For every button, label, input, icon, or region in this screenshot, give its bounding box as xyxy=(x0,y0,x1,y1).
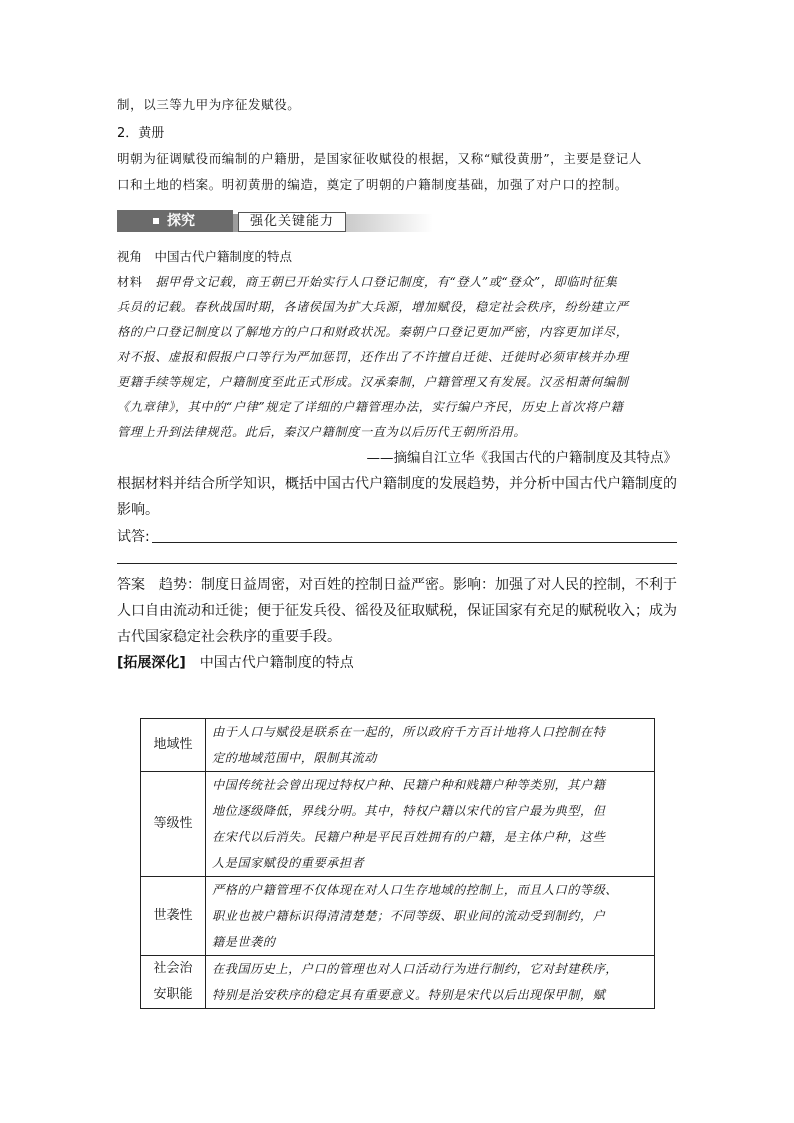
material-line: 格的户口登记制度以了解地方的户口和财政状况。秦朝户口登记更加严密，内容更加详尽， xyxy=(117,325,629,339)
square-bullet-icon xyxy=(153,218,159,224)
answer-input-row xyxy=(117,523,677,547)
key-text: 世袭性 xyxy=(153,908,193,923)
paragraph-line: 明朝为征调赋役而编制的户籍册，是国家征收赋役的根据，又称“赋役黄册”，主要是登记人 xyxy=(117,151,642,166)
value-line: 特别是治安秩序的稳定具有重要意义。特别是宋代以后出现保甲制，赋 xyxy=(212,988,606,1002)
value-line: 职业也被户籍标识得清清楚楚；不同等级、职业间的流动受到制约，户 xyxy=(212,909,606,923)
extend-tag: [拓展深化] xyxy=(117,655,186,671)
answer-line: 古代国家稳定社会秩序的重要手段。 xyxy=(117,629,341,645)
material-line: 《九章律》，其中的“户律”规定了详细的户籍管理办法，实行编户齐民，历史上首次将户籍 xyxy=(117,400,624,414)
section-heading-huangce: 2．黄册 xyxy=(117,126,165,141)
key-text: 地域性 xyxy=(153,737,193,752)
table-row xyxy=(141,877,655,956)
answer-line: 答案 趋势：制度日益周密，对百姓的控制日益严密。影响：加强了对人民的控制，不利于 xyxy=(117,577,677,593)
table-key-cell xyxy=(141,956,206,1009)
table-value-cell xyxy=(206,719,655,772)
divider xyxy=(117,563,677,564)
table-value-cell xyxy=(206,877,655,956)
material-line xyxy=(117,270,677,295)
extend-heading xyxy=(117,650,677,676)
value-line: 由于人口与赋役是联系在一起的，所以政府千方百计地将人口控制在特 xyxy=(212,725,606,739)
answer-line-field[interactable] xyxy=(152,542,677,543)
table-key-cell xyxy=(141,719,206,772)
answer-line: 人口自由流动和迁徙；便于征发兵役、徭役及征取赋税，保证国家有充足的赋税收入；成为 xyxy=(117,603,677,619)
material-line: 管理上升到法律规范。此后，秦汉户籍制度一直为以后历代王朝所沿用。 xyxy=(117,425,527,439)
question-line: 影响。 xyxy=(117,502,159,518)
key-text: 社会治 xyxy=(153,961,193,976)
page-content xyxy=(117,92,677,676)
paragraph-line: 口和土地的档案。明初黄册的编造，奠定了明朝的户籍制度基础，加强了对户口的控制。 xyxy=(117,177,628,192)
question-line: 根据材料并结合所学知识，概括中国古代户籍制度的发展趋势，并分析中国古代户籍制度的 xyxy=(117,476,677,492)
intro-line: 制，以三等九甲为序征发赋役。 xyxy=(117,97,301,112)
answer-block xyxy=(117,572,677,650)
table-row xyxy=(141,772,655,877)
table-key-cell xyxy=(141,772,206,877)
huangce-paragraph xyxy=(117,146,677,198)
explore-banner xyxy=(117,210,433,236)
answer-label: 试答: xyxy=(117,529,150,545)
material-lead: 材料 xyxy=(117,275,156,289)
banner-label: 探究 xyxy=(167,213,195,229)
material-line: 更籍手续等规定，户籍制度至此正式形成。汉承秦制，户籍管理又有发展。汉丞相萧何编制 xyxy=(117,375,629,389)
value-line: 地位逐级降低，界线分明。其中，特权户籍以宋代的官户最为典型，但 xyxy=(212,804,606,818)
table-row xyxy=(141,956,655,1009)
value-line: 中国传统社会曾出现过特权户种、民籍户种和贱籍户种等类别，其户籍 xyxy=(212,778,606,792)
question-block xyxy=(117,471,677,523)
banner-subtitle: 强化关键能力 xyxy=(238,212,346,232)
key-text: 安职能 xyxy=(153,987,193,1002)
banner-label-block xyxy=(117,210,233,232)
value-line: 定的地域范围中，限制其流动 xyxy=(212,751,377,765)
value-line: 籍是世袭的 xyxy=(212,935,276,949)
material-line: 兵员的记载。春秋战国时期，各诸侯国为扩大兵源，增加赋役，稳定社会秩序，纷纷建立严 xyxy=(117,300,629,314)
material-source: ——摘编自江立华《我国古代的户籍制度及其特点》 xyxy=(366,450,677,466)
value-line: 人是国家赋役的重要承担者 xyxy=(212,856,365,870)
table-value-cell xyxy=(206,772,655,877)
material-block xyxy=(117,270,677,445)
table-key-cell xyxy=(141,877,206,956)
table-row xyxy=(141,719,655,772)
extend-title: 中国古代户籍制度的特点 xyxy=(185,655,354,671)
key-text: 等级性 xyxy=(153,816,193,831)
material-text: 据甲骨文记载，商王朝已开始实行人口登记制度，有“登人”或“登众”，即临时征集 xyxy=(155,275,618,289)
features-table xyxy=(140,718,655,1009)
table-value-cell xyxy=(206,956,655,1009)
perspective-title: 视角 中国古代户籍制度的特点 xyxy=(117,249,293,264)
material-line: 对不报、虚报和假报户口等行为严加惩罚，还作出了不许擅自迁徙、迁徙时必须审核并办理 xyxy=(117,350,629,364)
value-line: 在我国历史上，户口的管理也对人口活动行为进行制约，它对封建秩序， xyxy=(212,962,618,976)
value-line: 在宋代以后消失。民籍户种是平民百姓拥有的户籍，是主体户种，这些 xyxy=(212,830,606,844)
value-line: 严格的户籍管理不仅体现在对人口生存地域的控制上，而且人口的等级、 xyxy=(212,883,618,897)
